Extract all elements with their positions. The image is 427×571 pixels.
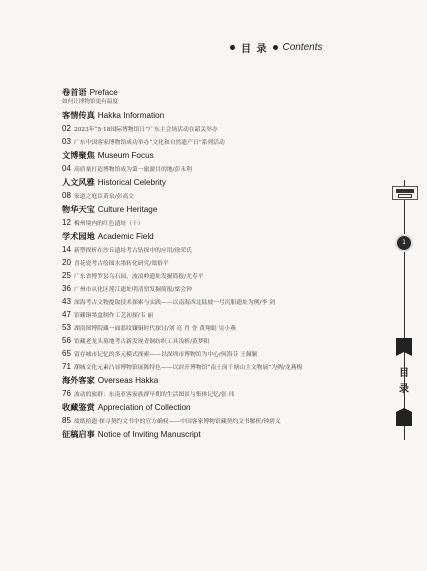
- toc-entry[interactable]: [62, 348, 352, 359]
- section-title-en: Museum Focus: [97, 151, 154, 160]
- toc-entry[interactable]: [62, 136, 352, 147]
- section-academic-field: [62, 231, 352, 242]
- page-number: 71: [62, 362, 71, 371]
- vertical-divider: [404, 180, 405, 440]
- section-title-en: Historical Celebrity: [97, 178, 167, 187]
- toc-entry[interactable]: [62, 361, 352, 372]
- toc-entry[interactable]: [62, 244, 352, 255]
- bookmark-bottom-icon: [396, 408, 412, 426]
- section-title-en: Overseas Hakka: [97, 376, 159, 385]
- toc-entry[interactable]: [62, 123, 352, 134]
- toc-entry[interactable]: [62, 163, 352, 174]
- toc-entry[interactable]: [62, 322, 352, 333]
- page-number: 12: [62, 218, 71, 227]
- toc-entry[interactable]: [62, 388, 352, 399]
- section-overseas-hakka: [62, 375, 352, 386]
- section-historical-celebrity: [62, 177, 352, 188]
- table-of-contents: [62, 84, 352, 440]
- toc-entry[interactable]: [62, 296, 352, 307]
- toc-entry[interactable]: [62, 190, 352, 201]
- page-badge: 1: [395, 234, 413, 252]
- page-number: 36: [62, 284, 71, 293]
- toc-entry[interactable]: [62, 217, 352, 228]
- page-number: 85: [62, 416, 71, 425]
- page-number: 47: [62, 310, 71, 319]
- page-number: 65: [62, 349, 71, 358]
- entry-title: 广州市从化区莲江遗址明清窑发掘简报/梁会钟: [74, 287, 192, 293]
- bullet-dot: [273, 45, 278, 50]
- section-title-en: Hakka Information: [97, 111, 165, 120]
- section-culture-heritage: [62, 204, 352, 215]
- section-title-en: Culture Heritage: [97, 205, 158, 214]
- entry-title: 广东中国客家博物馆成功举办“文化和自然遗产日”系列活动: [74, 140, 225, 146]
- page-number: 56: [62, 336, 71, 345]
- preface-subtitle: 如何让博物馆更有温度: [62, 99, 118, 105]
- entry-title: 梅州境内的红色遗址（十）: [74, 221, 144, 227]
- section-preface: [62, 87, 352, 98]
- toc-entry[interactable]: [62, 257, 352, 268]
- section-title-cn: 文博聚焦: [62, 150, 95, 160]
- section-title-en: Academic Field: [97, 232, 154, 241]
- section-museum-focus: [62, 150, 352, 161]
- page-number: 43: [62, 297, 71, 306]
- contents-title-cn: 目 录: [241, 43, 268, 55]
- toc-entry[interactable]: [62, 270, 352, 281]
- entry-title: 故纸拾遗·探寻契约文书中的官方确权——中国客家博物馆藏契约文书解析/钟碧义: [74, 419, 281, 425]
- section-title-cn: 学术园地: [62, 231, 95, 241]
- side-label: 目录: [399, 368, 409, 395]
- entry-title: 馆藏铜墨盒制作工艺初探/韦 丽: [74, 313, 154, 319]
- entry-title: 波动的旅群：东南亚客家族群早期的生活图景与集体记忆/张 玮: [74, 392, 235, 398]
- section-title-cn: 收藏鉴赏: [62, 402, 95, 412]
- entry-title: 湖南图博院藏一面蓝纹镶铜时代探讨/刘 亮 肖 誉 黄翔娟 吴小燕: [74, 326, 236, 332]
- page-number: 25: [62, 271, 71, 280]
- entry-title: 潮城文化元素凸显博物馆展陈特色——以封开博物馆“南土岗千塘山主文物展”为例/龙燕梅: [74, 365, 303, 371]
- entry-title: 留存城市记忆的多元模式探索——以深圳市博物馆为中心/何海芬 王佩颖: [74, 352, 258, 358]
- page-number: 08: [62, 191, 71, 200]
- section-hakka-information: [62, 110, 352, 121]
- section-title-cn: 人文风雅: [62, 177, 95, 187]
- section-notice-of-inviting-manuscript: [62, 429, 352, 440]
- section-title-cn: 客情传真: [62, 110, 95, 120]
- contents-header: [230, 40, 390, 54]
- page-number: 14: [62, 245, 71, 254]
- contents-title-en: Contents: [282, 41, 323, 53]
- page-number: 76: [62, 389, 71, 398]
- entry-title: 2023年“5·18国际博物馆日”广东主会场活动在韶关举办: [74, 127, 218, 133]
- toc-entry[interactable]: [62, 309, 352, 320]
- entry-title: 馆藏老龙头墓地考古新发现青铜纺织工具浅析/黄梦阳: [74, 339, 210, 345]
- toc-entry[interactable]: [62, 415, 352, 426]
- entry-title: 广东省博罗县乌石园、波浪岭遗址发掘简报/尤寿平: [74, 274, 204, 280]
- museum-logo-icon: [392, 186, 418, 200]
- section-title-en: Appreciation of Collection: [97, 403, 191, 412]
- entry-title: 青花瓷考古绘图水墨转化研究/郑俗平: [74, 261, 169, 267]
- entry-title: 家道之庭臣黄泉/彭高文: [74, 194, 134, 200]
- section-title-cn: 征稿启事: [62, 429, 95, 439]
- toc-entry[interactable]: [62, 335, 352, 346]
- entry-title: 新塑探析在沙丘遗址考古钻探中的应用/徐荣氏: [74, 248, 192, 254]
- page-number: 03: [62, 137, 71, 146]
- section-title-cn: 卷首语: [62, 87, 87, 97]
- section-appreciation-of-collection: [62, 402, 352, 413]
- section-title-en: Preface: [89, 88, 118, 97]
- page-number: 20: [62, 258, 71, 267]
- page-number: 53: [62, 323, 71, 332]
- toc-entry[interactable]: [62, 283, 352, 294]
- section-title-cn: 海外客家: [62, 375, 95, 385]
- page-number: 04: [62, 164, 71, 173]
- bullet-dot: [230, 45, 235, 50]
- page-number: 02: [62, 124, 71, 133]
- entry-title: 高质量打造博物馆成为第一旅游目的地/彭永利: [74, 167, 192, 173]
- section-title-en: Notice of Inviting Manuscript: [97, 430, 201, 439]
- entry-title: 深海考古文物提取技术探索与实践——以南海西北陆坡一号沉船遗址为例/李 剑: [74, 300, 275, 306]
- section-title-cn: 物华天宝: [62, 204, 95, 214]
